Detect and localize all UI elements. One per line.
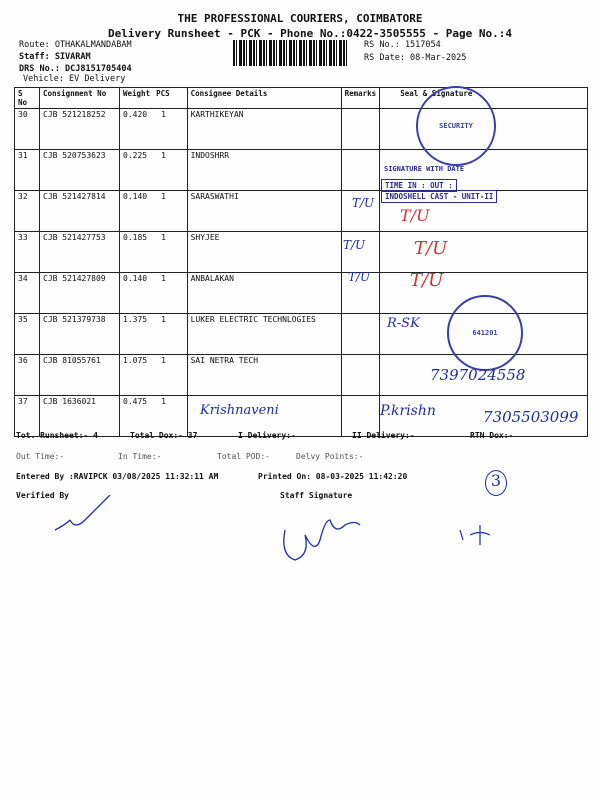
consignment-cell: CJB 1636021	[40, 396, 120, 437]
pcs-cell: 1	[153, 109, 187, 150]
consignment-cell: CJB 521427753	[40, 232, 120, 273]
staff: Staff: SIVARAM	[19, 52, 91, 62]
total-dox: Total Dox:- 37	[130, 431, 198, 440]
table-header	[15, 88, 588, 109]
handwriting-sign: T/U	[410, 270, 444, 291]
ii-delivery: II Delivery:-	[352, 431, 415, 440]
remarks-cell	[341, 109, 380, 150]
delvy-points: Delvy Points:-	[296, 452, 364, 461]
consignee-cell: INDOSHRR	[187, 150, 341, 191]
consignee-cell: ANBALAKAN	[187, 273, 341, 314]
printed-on: Printed On: 08-03-2025 11:42:20	[258, 472, 408, 481]
col-weight: Weight	[120, 88, 154, 109]
rs-date: RS Date: 08-Mar-2025	[364, 53, 467, 63]
route: Route: OTHAKALMANDABAM	[19, 40, 132, 50]
pcs-cell: 1	[153, 191, 187, 232]
barcode	[233, 40, 349, 66]
weight-cell: 1.075	[120, 355, 154, 396]
pcs-cell: 1	[153, 355, 187, 396]
weight-cell: 0.420	[120, 109, 154, 150]
handwriting-sign: R-SK	[387, 316, 420, 331]
pcs-cell: 1	[153, 150, 187, 191]
total-pod: Total POD:-	[217, 452, 270, 461]
seal-cell	[380, 232, 588, 273]
sno-cell: 32	[15, 191, 40, 232]
weight-cell: 0.475	[120, 396, 154, 437]
weight-cell: 0.185	[120, 232, 154, 273]
out-time: Out Time:-	[16, 452, 65, 461]
sno-cell: 30	[15, 109, 40, 150]
consignee-cell: KARTHIKEYAN	[187, 109, 341, 150]
handwriting-name: P.krishn	[380, 403, 436, 419]
consignment-cell: CJB 520753623	[40, 150, 120, 191]
handwriting-remark: T/U	[348, 270, 371, 284]
consignee-cell: SARASWATHI	[187, 191, 341, 232]
luker-stamp: 641201	[447, 295, 523, 371]
sno-cell: 33	[15, 232, 40, 273]
signatures	[40, 495, 580, 575]
consignment-cell: CJB 521218252	[40, 109, 120, 150]
rs-number: RS No.: 1517054	[364, 40, 441, 50]
staff-signature-label: Staff Signature	[280, 491, 353, 500]
handwriting-phone: 7397024558	[430, 366, 526, 384]
time-in-out-stamp: TIME IN : OUT :	[381, 179, 457, 192]
signature-with-date-stamp: SIGNATURE WITH DATE	[384, 165, 465, 173]
sno-cell: 35	[15, 314, 40, 355]
sno-cell: 37	[15, 396, 40, 437]
consignment-cell: CJB 521427809	[40, 273, 120, 314]
consignment-cell: CJB 521379738	[40, 314, 120, 355]
runsheet-subtitle: Delivery Runsheet - PCK - Phone No.:0422-3505555 - Page No.:4	[108, 27, 512, 40]
pcs-cell: 1	[153, 273, 187, 314]
vehicle: Vehicle: EV Delivery	[23, 74, 126, 84]
in-time: In Time:-	[118, 452, 162, 461]
automotive-security-stamp: SECURITY	[416, 86, 496, 166]
staff-signature	[284, 520, 360, 560]
col-sno: S No	[15, 88, 40, 109]
remarks-cell	[341, 150, 380, 191]
col-remarks: Remarks	[341, 88, 380, 109]
drs-number: DRS No.: DCJ8151705404	[19, 64, 132, 74]
consignment-cell: CJB 81055761	[40, 355, 120, 396]
remarks-cell	[341, 355, 380, 396]
handwriting-phone: 7305503099	[483, 408, 579, 426]
entered-by: Entered By :RAVIPCK 03/08/2025 11:32:11 AM	[16, 472, 219, 481]
weight-cell: 0.140	[120, 273, 154, 314]
weight-cell: 0.225	[120, 150, 154, 191]
table-row	[15, 232, 588, 273]
handwriting-sign: T/U	[414, 238, 448, 259]
indoshell-stamp: INDOSHELL CAST - UNIT-II	[381, 190, 497, 203]
consignee-cell: SHYJEE	[187, 232, 341, 273]
col-consignee: Consignee Details	[187, 88, 341, 109]
handwriting-remark: T/U	[343, 238, 366, 252]
table-row	[15, 191, 588, 232]
handwriting-remark: T/U	[352, 196, 375, 210]
consignee-cell: LUKER ELECTRIC TECHNLOGIES	[187, 314, 341, 355]
pcs-cell: 1	[153, 396, 187, 437]
verified-signature	[55, 495, 110, 530]
col-consignment: Consignment No	[40, 88, 120, 109]
handwriting-sign: T/U	[400, 206, 430, 225]
pcs-cell: 1	[153, 314, 187, 355]
rtn-dox: RTN Dox:-	[470, 431, 514, 440]
tot-runsheet: Tot. Runsheet:- 4	[16, 431, 98, 440]
col-pcs: PCS	[153, 88, 187, 109]
sno-cell: 36	[15, 355, 40, 396]
table-row	[15, 109, 588, 150]
sno-cell: 34	[15, 273, 40, 314]
extra-signature	[460, 525, 490, 545]
handwriting-name: Krishnaveni	[200, 403, 279, 418]
sno-cell: 31	[15, 150, 40, 191]
weight-cell: 1.375	[120, 314, 154, 355]
verified-by: Verified By	[16, 491, 69, 500]
col-seal: Seal & Signature	[380, 88, 588, 109]
consignment-cell: CJB 521427814	[40, 191, 120, 232]
circled-number: 3	[485, 470, 507, 496]
remarks-cell	[341, 314, 380, 355]
consignee-cell: SAI NETRA TECH	[187, 355, 341, 396]
weight-cell: 0.140	[120, 191, 154, 232]
i-delivery: I Delivery:-	[238, 431, 296, 440]
runsheet-table	[14, 87, 588, 437]
pcs-cell: 1	[153, 232, 187, 273]
table-row	[15, 150, 588, 191]
company-name: THE PROFESSIONAL COURIERS, COIMBATORE	[177, 12, 423, 25]
